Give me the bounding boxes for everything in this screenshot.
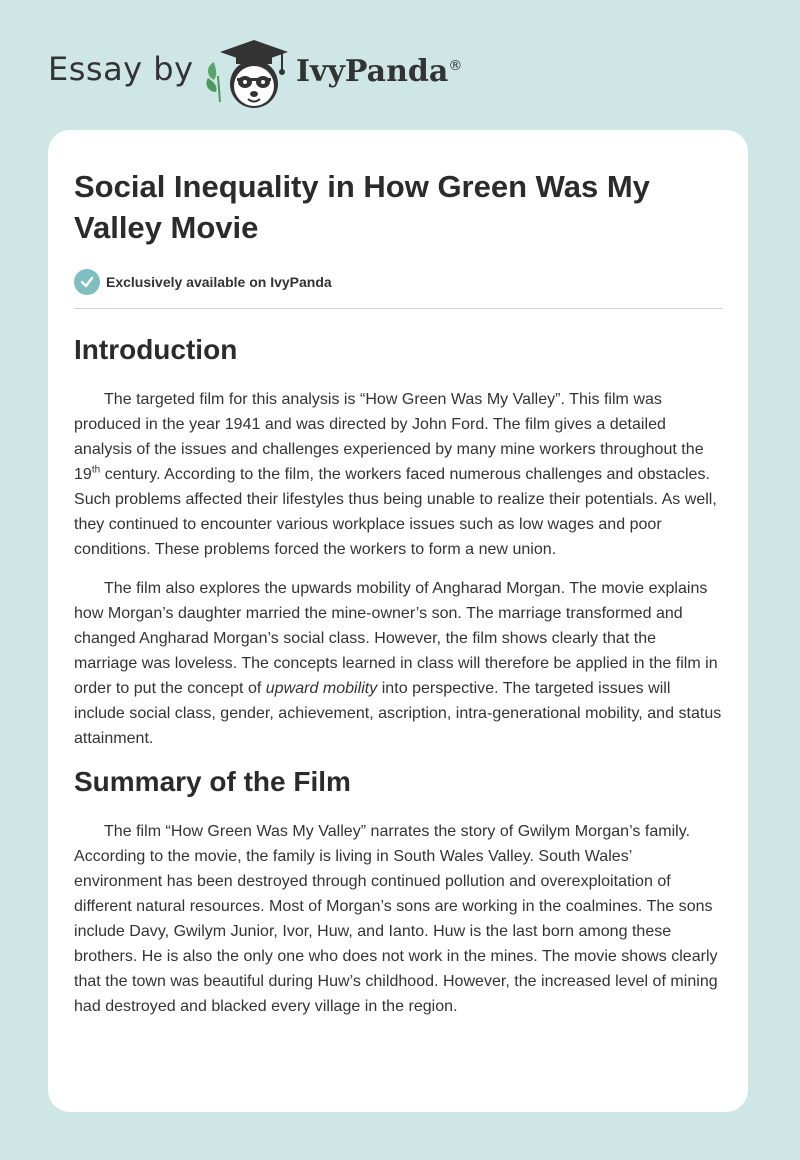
essay-by-label: Essay by	[48, 50, 194, 88]
check-circle-icon	[74, 269, 100, 295]
exclusive-label: Exclusively available on IvyPanda	[106, 274, 332, 290]
divider	[74, 308, 722, 309]
paragraph: The film “How Green Was My Valley” narrates the story of Gwilym Morgan’s family. According to the movie, the family is living in South Wales Valley. South Wales’ environment has been destroyed through continued pollution and overexploitation of different natural resources. Most of Morgan’s sons are working in the coalmines. The sons include Davy, Gwilym Junior, Ivor, Huw, and Ianto. Huw is the last born among these brothers. He is also the only one who does not work in the mines. The movie shows clearly that the town was beautiful during Huw’s childhood. However, the increased level of mining had destroyed and blacked every village in the region.	[74, 823, 718, 1015]
paragraph: The targeted film for this analysis is “How Green Was My Valley”. This film was produced in the year 1941 and was directed by John Ford. The film gives a detailed analysis of the issues and challenges experienced by many mine workers throughout the 19th century. According to the film, the workers faced numerous challenges and obstacles. Such problems affected their lifestyles thus being unable to realize their potentials. As well, they continued to encounter various workplace issues such as low wages and poor conditions. These problems forced the workers to form a new union.	[74, 391, 717, 558]
brand-name: IvyPanda®	[296, 54, 463, 89]
page-title: Social Inequality in How Green Was My Valley Movie	[74, 169, 650, 245]
paragraph: The film also explores the upwards mobility of Angharad Morgan. The movie explains how Morgan’s daughter married the mine-owner’s son. The marriage transformed and changed Angharad Morgan’s social class. However, the film shows clearly that the marriage was loveless. The concepts learned in class will therefore be applied in the film in order to put the concept of upward mobility into perspective. The targeted issues will include social class, gender, achievement, ascription, intra-generational mobility, and status attainment.	[74, 580, 722, 747]
site-header	[48, 36, 488, 108]
exclusive-badge	[74, 268, 722, 296]
section-heading-summary: Summary of the Film	[74, 766, 351, 797]
panda-graduate-icon	[202, 36, 292, 110]
article-card	[48, 130, 748, 1112]
section-heading-introduction: Introduction	[74, 334, 238, 365]
